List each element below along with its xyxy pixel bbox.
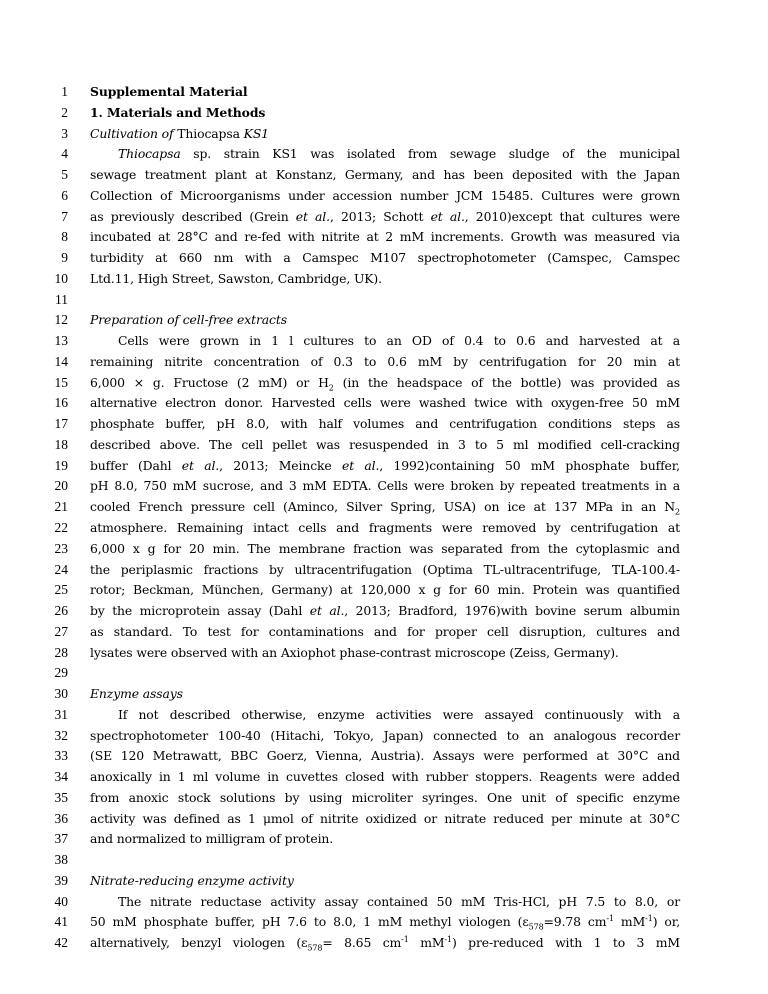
- text-run: Enzyme assays: [90, 686, 183, 701]
- manuscript-line: [0, 248, 768, 268]
- text-run: described above. The cell pellet was resuspended in 3 to 5 ml modified cell-cracking: [90, 436, 680, 452]
- text-run: Cultivation of: [90, 125, 178, 141]
- line-number: 16: [54, 395, 68, 411]
- line-text: [90, 124, 680, 144]
- text-run: anoxically in 1 ml volume in cuvettes closed with rubber stoppers. Reagents were added: [90, 769, 680, 785]
- manuscript-line: [0, 892, 768, 912]
- line-text: [90, 622, 680, 642]
- manuscript-line: [0, 580, 768, 600]
- text-run: Collection of Microorganisms under accession number JCM 15485. Cultures were grown: [90, 187, 680, 203]
- manuscript-line: [0, 186, 768, 206]
- line-text: [90, 684, 680, 704]
- text-run: ) or,: [652, 914, 681, 930]
- line-text: [90, 82, 680, 102]
- line-number: 3: [61, 125, 68, 141]
- text-run: Preparation of cell-free extracts: [90, 312, 287, 328]
- text-run: =9.78 cm: [543, 914, 607, 930]
- manuscript-line: [0, 352, 768, 372]
- manuscript-line: [0, 144, 768, 164]
- line-text: [118, 705, 680, 725]
- line-number: 11: [55, 291, 68, 307]
- text-run: , 2013; Schott: [329, 208, 431, 224]
- text-run: et al.: [295, 208, 330, 224]
- line-text: [90, 269, 680, 289]
- line-text: [90, 601, 680, 621]
- manuscript-line: [0, 746, 768, 766]
- line-text: [90, 912, 680, 932]
- line-number: 34: [54, 769, 68, 785]
- line-text: [118, 892, 680, 912]
- line-text: [90, 767, 680, 787]
- manuscript-line: [0, 393, 768, 413]
- text-run: If not described otherwise, enzyme activities were assayed continuously with a: [118, 706, 680, 722]
- text-run: et al.: [341, 457, 380, 473]
- line-number: 21: [54, 499, 68, 515]
- manuscript-line: [0, 497, 768, 517]
- text-run: buffer (Dahl: [90, 457, 182, 473]
- line-number: 7: [61, 208, 68, 224]
- text-run: as standard. To test for contaminations and for proper cell disruption, cultures and: [90, 623, 680, 639]
- text-run: et al.: [430, 208, 465, 224]
- text-run: 6,000 × g. Fructose (2 mM) or H: [90, 374, 329, 390]
- text-run: -1: [645, 914, 653, 924]
- text-run: = 8.65 cm: [322, 935, 402, 951]
- line-text: [118, 331, 680, 351]
- manuscript-line: [0, 622, 768, 642]
- text-run: 50 mM phosphate buffer, pH 7.6 to 8.0, 1 mM methyl viologen (ε: [90, 914, 529, 930]
- manuscript-line: [0, 103, 768, 123]
- line-number: 18: [54, 436, 68, 452]
- manuscript-line: [0, 539, 768, 559]
- manuscript-line: [0, 726, 768, 746]
- manuscript-line: [0, 310, 768, 330]
- manuscript-line: [0, 912, 768, 932]
- line-text: [90, 456, 680, 476]
- text-run: the periplasmic fractions by ultracentrifugation (Optima TL-ultracentrifuge, TLA-100.4-: [90, 561, 680, 577]
- manuscript-line: [0, 124, 768, 144]
- line-number: 27: [54, 623, 68, 639]
- text-run: Ltd.11, High Street, Sawston, Cambridge, UK).: [90, 270, 382, 286]
- text-run: from anoxic stock solutions by using microliter syringes. One unit of specific enzyme: [90, 789, 680, 805]
- line-text: [90, 476, 680, 496]
- text-run: activity was defined as 1 μmol of nitrite oxidized or nitrate reduced per minute at 30°C: [90, 810, 680, 826]
- manuscript-line: [0, 933, 768, 953]
- line-number: 25: [54, 582, 68, 598]
- text-run: The nitrate reductase activity assay contained 50 mM Tris-HCl, pH 7.5 to 8.0, or: [118, 893, 680, 909]
- line-number: 23: [54, 540, 68, 556]
- text-run: sewage treatment plant at Konstanz, Germany, and has been deposited with the Japan: [90, 167, 680, 182]
- manuscript-line: [0, 767, 768, 787]
- text-run: mM: [408, 935, 445, 951]
- line-number: 32: [54, 727, 68, 743]
- line-text: [90, 829, 680, 849]
- text-run: ) pre-reduced with 1 to 3 mM: [451, 935, 680, 951]
- line-number: 1: [61, 84, 68, 99]
- manuscript-line: [0, 227, 768, 247]
- line-number: 15: [54, 374, 68, 390]
- manuscript-line: [0, 269, 768, 289]
- text-run: alternative electron donor. Harvested cells were washed twice with oxygen-free 50 mM: [90, 395, 680, 411]
- text-run: 2: [675, 507, 680, 517]
- text-run: , 1992)containing 50 mM phosphate buffer,: [379, 457, 681, 473]
- manuscript-line: [0, 331, 768, 351]
- text-run: 578: [307, 943, 323, 953]
- manuscript-line: [0, 809, 768, 829]
- line-number: 8: [61, 229, 68, 245]
- text-run: KS1: [239, 125, 269, 141]
- text-run: mM: [613, 914, 646, 930]
- text-run: by the microprotein assay (Dahl: [90, 603, 310, 618]
- manuscript-line: [0, 207, 768, 227]
- line-number: 20: [54, 478, 68, 494]
- line-text: [90, 809, 680, 829]
- line-number: 35: [54, 789, 68, 805]
- manuscript-line: [0, 684, 768, 704]
- line-number: 19: [54, 457, 68, 473]
- text-run: , 2013; Bradford, 1976)with bovine serum albumin: [344, 603, 680, 618]
- line-number: 5: [61, 167, 68, 182]
- line-text: [90, 497, 680, 517]
- line-text: [90, 518, 680, 538]
- line-text: [90, 165, 680, 185]
- text-run: Nitrate-reducing enzyme activity: [90, 872, 294, 888]
- text-run: -1: [606, 914, 614, 924]
- text-run: 1. Materials and Methods: [90, 104, 266, 120]
- manuscript-line: [0, 82, 768, 102]
- text-run: pH 8.0, 750 mM sucrose, and 3 mM EDTA. Cells were broken by repeated treatments in a: [90, 478, 680, 494]
- text-run: et al.: [181, 457, 220, 473]
- line-number: 40: [54, 893, 68, 909]
- line-text: [90, 373, 680, 393]
- text-run: (in the headspace of the bottle) was provided as: [333, 374, 680, 390]
- manuscript-line: [0, 435, 768, 455]
- line-number: 30: [54, 686, 68, 701]
- text-run: Supplemental Material: [90, 84, 248, 99]
- line-text: [90, 788, 680, 808]
- line-text: [90, 539, 680, 559]
- line-number: 41: [54, 914, 68, 930]
- manuscript-line: [0, 788, 768, 808]
- line-text: [90, 643, 680, 663]
- text-run: turbidity at 660 nm with a Camspec M107 spectrophotometer (Camspec, Camspec: [90, 250, 680, 266]
- line-text: [90, 103, 680, 123]
- line-number: 33: [54, 748, 68, 764]
- line-text: [90, 560, 680, 580]
- line-text: [90, 248, 680, 268]
- line-text: [90, 933, 680, 953]
- line-number: 2: [61, 104, 68, 120]
- text-run: 6,000 x g for 20 min. The membrane fraction was separated from the cytoplasmic and: [90, 540, 680, 556]
- line-text: [90, 414, 680, 434]
- text-run: et al.: [309, 603, 345, 618]
- manuscript-line: [0, 871, 768, 891]
- manuscript-line: [0, 290, 768, 310]
- manuscript-line: [0, 705, 768, 725]
- text-run: atmosphere. Remaining intact cells and fragments were removed by centrifugation at: [90, 520, 680, 535]
- text-run: cooled French pressure cell (Aminco, Silver Spring, USA) on ice at 137 MPa in an N: [90, 499, 676, 515]
- line-number: 12: [54, 312, 68, 328]
- text-run: remaining nitrite concentration of 0.3 to 0.6 mM by centrifugation for 20 min at: [90, 353, 680, 369]
- text-run: -1: [444, 935, 452, 945]
- line-number: 24: [54, 561, 68, 577]
- line-number: 6: [61, 187, 68, 203]
- line-number: 36: [54, 810, 68, 826]
- text-run: as previously described (Grein: [90, 208, 296, 224]
- line-text: [90, 726, 680, 746]
- manuscript-line: [0, 165, 768, 185]
- text-run: and normalized to milligram of protein.: [90, 831, 334, 847]
- manuscript-line: [0, 560, 768, 580]
- manuscript-line: [0, 643, 768, 663]
- line-number: 10: [54, 270, 68, 286]
- line-text: [90, 746, 680, 766]
- line-text: [90, 393, 680, 413]
- text-run: 578: [528, 922, 544, 932]
- text-run: incubated at 28°C and re-fed with nitrite at 2 mM increments. Growth was measured via: [90, 229, 680, 245]
- text-run: -1: [401, 935, 409, 945]
- line-text: [90, 310, 680, 330]
- text-run: sp. strain KS1 was isolated from sewage sludge of the municipal: [180, 146, 680, 162]
- line-text: [90, 227, 680, 247]
- text-run: (SE 120 Metrawatt, BBC Goerz, Vienna, Austria). Assays were performed at 30°C and: [90, 748, 680, 764]
- text-run: lysates were observed with an Axiophot phase-contrast microscope (Zeiss, Germany).: [90, 644, 619, 660]
- text-run: rotor; Beckman, München, Germany) at 120,000 x g for 60 min. Protein was quantified: [90, 582, 680, 598]
- text-run: spectrophotometer 100-40 (Hitachi, Tokyo, Japan) connected to an analogous recorder: [90, 727, 680, 743]
- line-number: 9: [61, 250, 68, 266]
- manuscript-line: [0, 850, 768, 870]
- line-number: 26: [54, 603, 68, 618]
- line-text: [118, 144, 680, 164]
- text-run: Thiocapsa: [177, 125, 240, 141]
- line-text: [90, 580, 680, 600]
- line-number: 22: [54, 520, 68, 535]
- manuscript-line: [0, 829, 768, 849]
- text-run: phosphate buffer, pH 8.0, with half volumes and centrifugation conditions steps as: [90, 416, 680, 432]
- line-number: 17: [54, 416, 68, 432]
- manuscript-line: [0, 373, 768, 393]
- text-run: Cells were grown in 1 l cultures to an OD of 0.4 to 0.6 and harvested at a: [118, 333, 680, 349]
- manuscript-line: [0, 663, 768, 683]
- line-number: 42: [54, 935, 68, 951]
- line-number: 38: [54, 852, 68, 868]
- line-number: 13: [54, 333, 68, 349]
- line-text: [90, 435, 680, 455]
- line-number: 39: [54, 872, 68, 888]
- manuscript-line: [0, 476, 768, 496]
- text-run: alternatively, benzyl viologen (ε: [90, 935, 308, 951]
- line-text: [90, 352, 680, 372]
- line-text: [90, 207, 680, 227]
- line-text: [90, 186, 680, 206]
- manuscript-line: [0, 518, 768, 538]
- line-number: 31: [54, 706, 68, 722]
- line-text: [90, 871, 680, 891]
- line-number: 37: [54, 831, 68, 847]
- manuscript-line: [0, 456, 768, 476]
- manuscript-line: [0, 414, 768, 434]
- text-run: 2: [328, 383, 334, 393]
- line-number: 4: [61, 146, 68, 162]
- text-run: Thiocapsa: [118, 146, 181, 162]
- line-number: 14: [54, 353, 68, 369]
- line-number: 29: [54, 665, 68, 681]
- line-number: 28: [54, 644, 68, 660]
- manuscript-line: [0, 601, 768, 621]
- text-run: , 2010)except that cultures were: [464, 208, 680, 224]
- text-run: , 2013; Meincke: [219, 457, 342, 473]
